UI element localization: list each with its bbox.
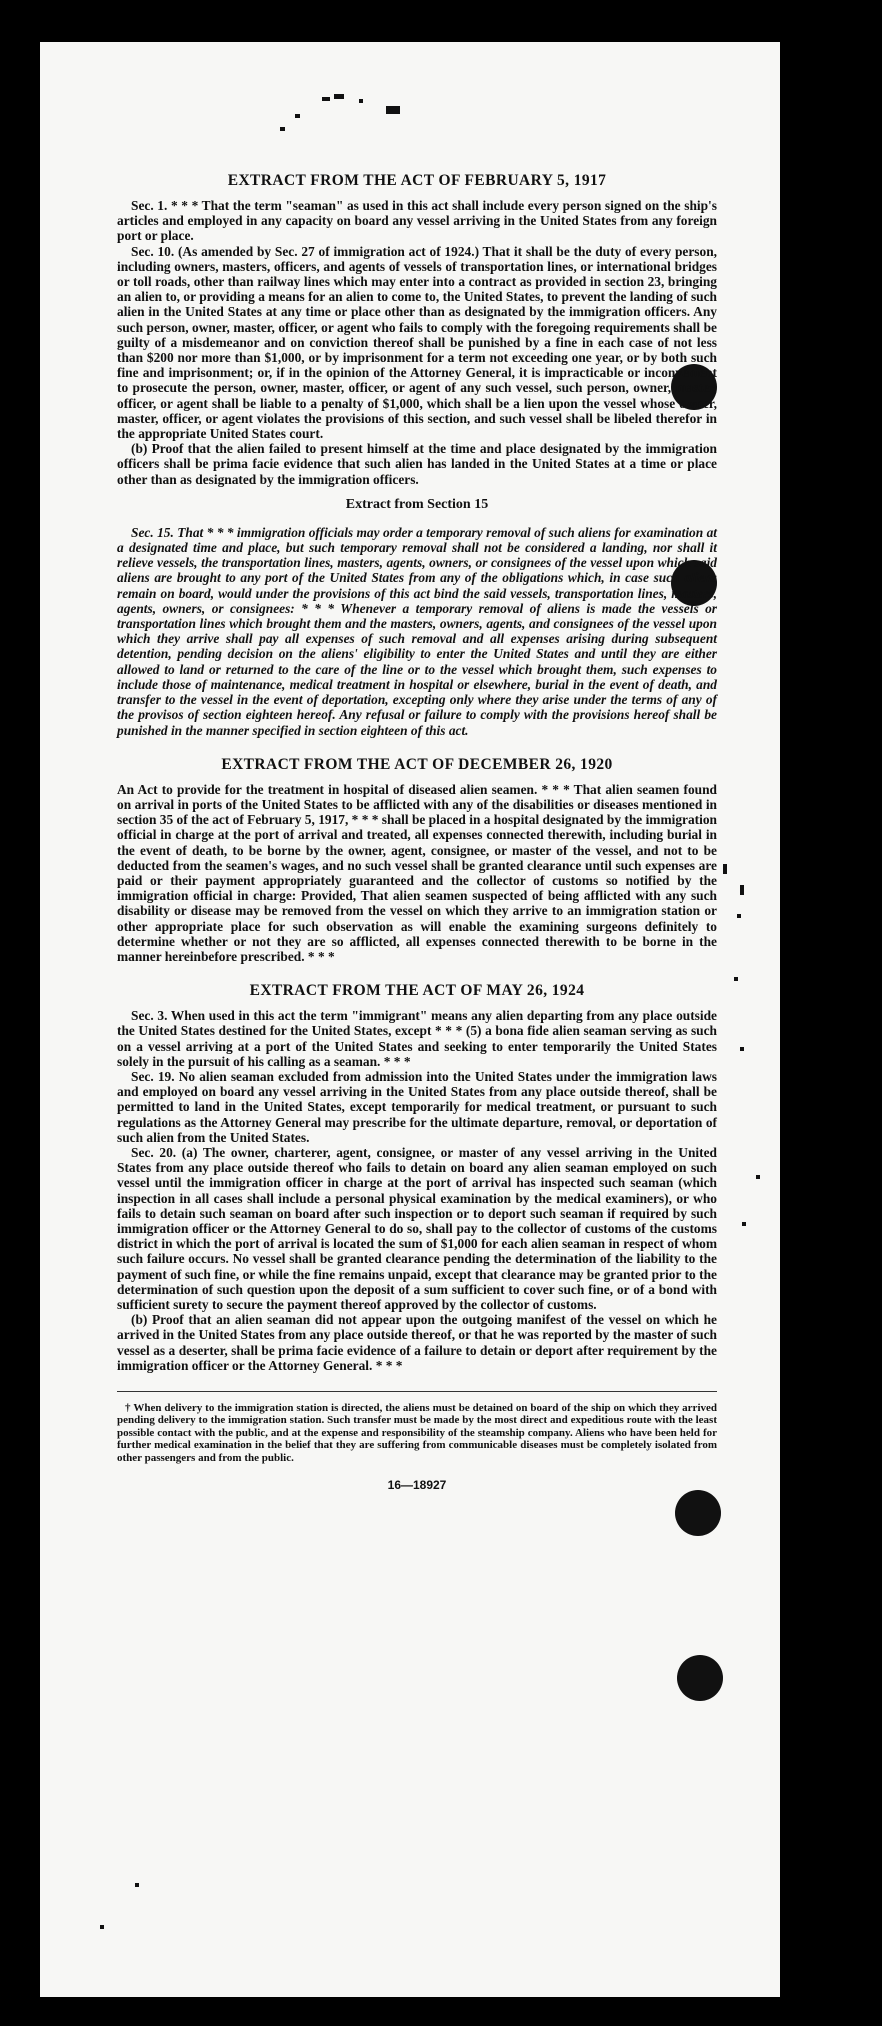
section-title-feb-1917: EXTRACT FROM THE ACT OF FEBRUARY 5, 1917	[227, 172, 607, 189]
section-title-may-1924: EXTRACT FROM THE ACT OF MAY 26, 1924	[249, 982, 585, 1000]
punch-hole-4	[677, 1655, 723, 1701]
form-number: 16—18927	[387, 1478, 447, 1493]
paragraph: Sec. 10. (As amended by Sec. 27 of immigration act of 1924.) That it shall be the duty of every person, including owners, masters, officers, and agents of vessels of transportation lines, or international bridges or toll roads, other than railway lines which may enter into a contract as provided in section 23, bringing an alien to, or providing a means for an alien to come to, the United States, to prevent the landing of such alien in the United States at any time or place other than as designated by the immigration officers. Any such person, owner, master, officer, or agent who fails to comply with the foregoing requirements shall be guilty of a misdemeanor and on conviction thereof shall be punished by a fine in each case of not less than $200 nor more than $1,000, or by imprisonment for a term not exceeding one year, or by both such fine and imprisonment; or, if in the opinion of the Attorney General, it is impracticable or inconvenient to prosecute the person, owner, master, officer, or agent of any such vessel, such person, owner, master, officer, or agent shall be liable to a penalty of $1,000, which shall be a lien upon the vessel whose owner, master, officer, or agent violates the provisions of this section, and such vessel shall be libeled therefor in the appropriate United States court.	[117, 243, 717, 442]
punch-hole-3	[675, 1490, 721, 1536]
paragraph: Sec. 20. (a) The owner, charterer, agent, consignee, or master of any vessel arriving in the United States from any place outside thereof who fails to detain on board any alien seaman employed on such vessel until the immigration officer in charge at the port of arrival has inspected such seaman (which inspection in all cases shall include a personal physical examination by the medical examiners), or who fails to detain such seaman on board after such inspection or to deport such seaman if required by such immigration officer or the Attorney General to do so, shall pay to the collector of customs of the customs district in which the port of arrival is located the sum of $1,000 for each alien seaman in respect of whom such failure occurs. No vessel shall be granted clearance pending the determination of the liability to the payment of such fine, or while the fine remains unpaid, except that clearance may be granted prior to the determination of such question upon the deposit of a sum sufficient to cover such fine, or of a bond with sufficient surety to secure the payment thereof approved by the collector of customs.	[117, 1144, 717, 1312]
paragraph: (b) Proof that an alien seaman did not appear upon the outgoing manifest of the vessel on which he arrived in the United States from any place outside thereof, or that he was reported by the master of such vessel as a deserter, shall be prima facie evidence of a failure to detain or deport after requirement by the immigration officer or the Attorney General. * * *	[117, 1312, 717, 1373]
document-page	[40, 42, 780, 1997]
paragraph: Sec. 15. That * * * immigration officials may order a temporary removal of such aliens for examination at a designated time and place, but such temporary removal shall not be considered a landing, nor shall it relieve vessels, the transportation lines, masters, agents, owners, or consignees of the vessel upon which said aliens are brought to any port of the United States from any of the obligations which, in case such aliens remain on board, would under the provisions of this act bind the said vessels, transportation lines, masters, agents, owners, or consignees: * * * Whenever a temporary removal of aliens is made the vessels or transportation lines which brought them and the masters, owners, agents, and consignees of the vessel upon which they arrive shall pay all expenses of such removal and all expenses arising during subsequent detention, pending decision on the aliens' eligibility to enter the United States and until they are either allowed to land or returned to the care of the line or to the vessel which brought them, such expenses to include those of maintenance, medical treatment in hospital or elsewhere, burial in the event of death, and transfer to the vessel in the event of deportation, excepting only where they arise under the terms of any of the provisos of section eighteen hereof. Any refusal or failure to comply with the provisions hereof shall be punished in the manner specified in section eighteen of this act.	[117, 524, 717, 738]
paragraph: Sec. 1. * * * That the term "seaman" as used in this act shall include every person signed on the ship's articles and employed in any capacity on board any vessel arriving in the United States from any foreign port or place.	[117, 198, 717, 244]
section-title-section-15: Extract from Section 15	[345, 496, 489, 512]
footnote-divider	[117, 1391, 717, 1392]
paragraph: Sec. 3. When used in this act the term "immigrant" means any alien departing from any place outside the United States destined for the United States, except * * * (5) a bona fide alien seaman serving as such on a vessel arriving at a port of the United States and seeking to enter temporarily the United States solely in the pursuit of his calling as a seaman. * * *	[117, 1008, 717, 1069]
section-title-dec-1920: EXTRACT FROM THE ACT OF DECEMBER 26, 1920	[221, 755, 613, 773]
paragraph: An Act to provide for the treatment in hospital of diseased alien seamen. * * * That alien seamen found on arrival in ports of the United States to be afflicted with any of the disabilities or diseases mentioned in section 35 of the act of February 5, 1917, * * * shall be placed in a hospital designated by the immigration official in charge at the port of arrival and treated, all expenses connected therewith, including burial in the event of death, to be borne by the owner, agent, consignee, or master of the vessel, and not to be deducted from the seamen's wages, and no such vessel shall be granted clearance until such expenses are paid or their payment appropriately guaranteed and the collector of customs so notified by the immigration official in charge: Provided, That alien seamen suspected of being afflicted with any such disability or disease may be removed from the vessel on which they arrive to an immigration station or other appropriate place for such observation as will enable the examining surgeons definitely to determine whether or not they are so afflicted, all expenses connected therewith to be borne in the manner hereinbefore prescribed. * * *	[117, 781, 717, 964]
paragraph: (b) Proof that the alien failed to present himself at the time and place designated by the immigration officers shall be prima facie evidence that such alien has landed in the United States at a time or place other than as designated by the immigration officers.	[117, 441, 717, 487]
footnote: † When delivery to the immigration station is directed, the aliens must be detained on board of the ship on which they arrived pending delivery to the immigration station. Such transfer must be made by the most direct and expeditious route with the least possible contact with the public, and at the expense and responsibility of the steamship company. Aliens who have been held for further medical examination in the belief that they are suffering from communicable diseases must be completely isolated from other passengers and from the public.	[117, 1402, 717, 1464]
document-body	[117, 172, 717, 1492]
paragraph: Sec. 19. No alien seaman excluded from admission into the United States under the immigration laws and employed on board any vessel arriving in the United States from any place outside thereof, shall be permitted to land in the United States, except temporarily for medical treatment, or pursuant to such regulations as the Attorney General may prescribe for the ultimate departure, removal, or deportation of such alien from the United States.	[117, 1068, 717, 1145]
